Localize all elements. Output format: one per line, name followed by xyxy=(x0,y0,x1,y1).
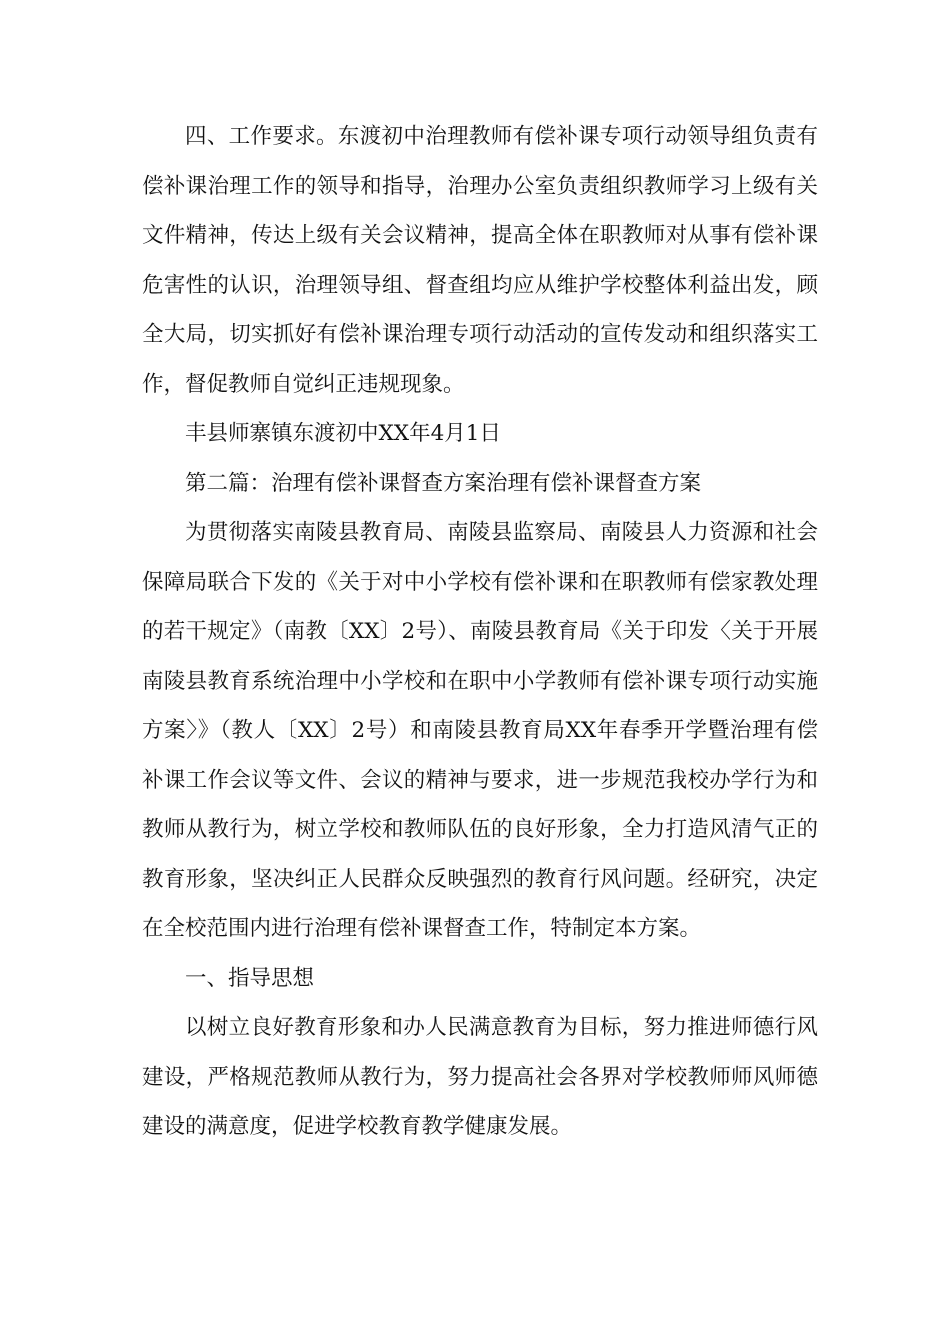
paragraph-section-title: 第二篇：治理有偿补课督查方案治理有偿补课督查方案 xyxy=(185,470,702,496)
paragraph-work-requirements: 四、工作要求。东渡初中治理教师有偿补课专项行动领导组负责有偿补课治理工作的领导和指导，治理办公室负责组织教师学习上级有关文件精神，传达上级有关会议精神，提高全体在职教师对从事有偿补课危害性的认识，治理领导组、督查组均应从维护学校整体利益出发，顾全大局，切实抓好有偿补课治理专项行动活动的宣传发动和组织落实工作，督促教师自觉纠正违规现象。 xyxy=(142,124,818,397)
paragraph-guiding-ideology: 以树立良好教育形象和办人民满意教育为目标，努力推进师德行风建设，严格规范教师从教行为，努力提高社会各界对学校教师师风师德建设的满意度，促进学校教育教学健康发展。 xyxy=(142,1015,818,1139)
paragraph-signature-date: 丰县师寨镇东渡初中XX年4月1日 xyxy=(185,421,501,446)
document-body xyxy=(142,112,818,1152)
paragraph-introduction: 为贯彻落实南陵县教育局、南陵县监察局、南陵县人力资源和社会保障局联合下发的《关于对中小学校有偿补课和在职教师有偿家教处理的若干规定》（南教〔XX〕2号）、南陵县教育局《关于印发〈关于开展南陵县教育系统治理中小学校和在职中小学教师有偿补课专项行动实施方案〉》（教人〔XX〕2号）和南陵县教育局XX年春季开学暨治理有偿补课工作会议等文件、会议的精神与要求，进一步规范我校办学行为和教师从教行为，树立学校和教师队伍的良好形象，全力打造风清气正的教育形象，坚决纠正人民群众反映强烈的教育行风问题。经研究，决定在全校范围内进行治理有偿补课督查工作，特制定本方案。 xyxy=(142,520,818,941)
heading-guiding-ideology: 一、指导思想 xyxy=(185,965,315,991)
